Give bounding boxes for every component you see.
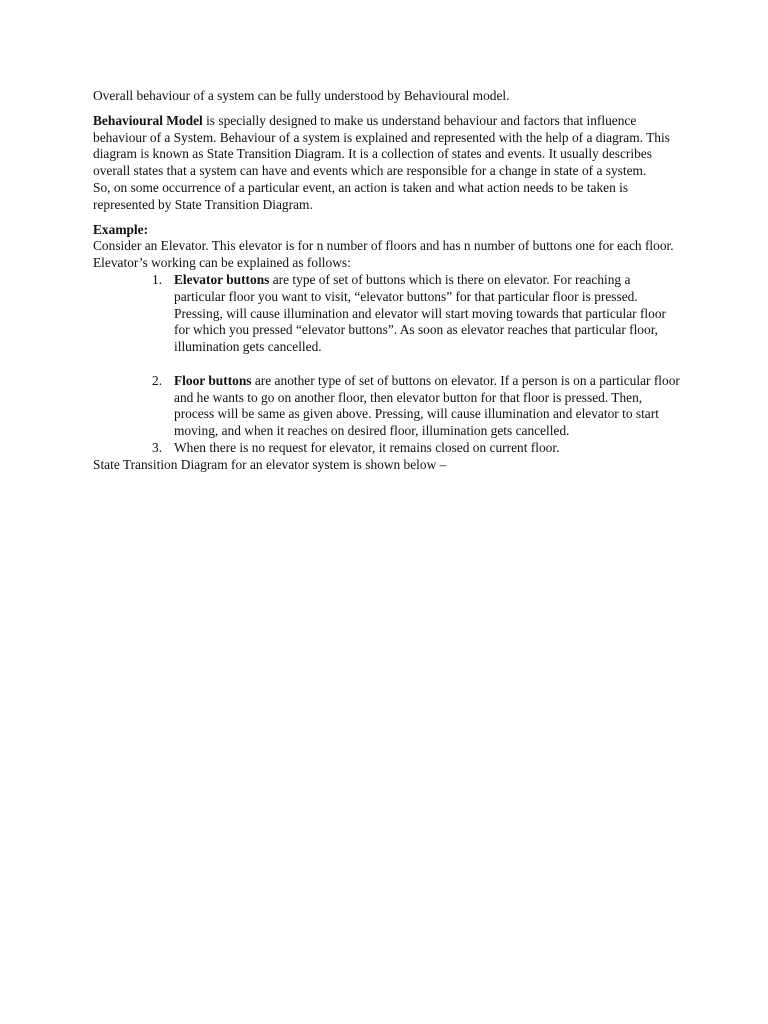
list-item	[93, 373, 683, 440]
elevator-list	[93, 272, 683, 457]
list-item-number: 1.	[152, 271, 163, 287]
definition-paragraph	[93, 113, 683, 180]
list-item-body	[174, 373, 683, 440]
definition-term: Behavioural Model	[93, 112, 203, 128]
list-item	[93, 440, 683, 457]
list-item-term: Floor buttons	[174, 372, 252, 388]
list-item-tail: illumination gets cancelled.	[174, 339, 322, 355]
definition-follow-up: So, on some occurrence of a particular event, an action is taken and what action needs to be taken is represented by State Transition Diagram.	[93, 179, 629, 212]
closing-paragraph: State Transition Diagram for an elevator system is shown below –	[93, 456, 447, 472]
list-item-number: 3.	[152, 439, 163, 455]
example-line-2: Elevator’s working can be explained as follows:	[93, 255, 351, 271]
definition-text: is specially designed to make us understand behaviour and factors that influence behaviour of a System. Behaviour of a system is explained and represented with the help of a diagram. This diagram is known as State Transition Diagram. It is a collection of states and events. It usually describes overall states that a system can have and events which are responsible for a change in state of a system.	[93, 112, 670, 179]
document-page	[93, 88, 683, 474]
list-item-term: Elevator buttons	[174, 271, 270, 287]
definition-section	[93, 113, 683, 214]
list-item	[93, 272, 683, 356]
list-item-text: are type of set of buttons which is there on elevator. For reaching a particular floor you want to visit, “elevator buttons” for that particular floor is pressed. Pressing, will cause illumination and elevator will start moving towards that particular floor for which you pressed “elevator buttons”. As soon as elevator reaches that particular floor,	[174, 271, 666, 338]
list-spacer	[93, 356, 683, 373]
list-item-text: are another type of set of buttons on elevator. If a person is on a particular floor and he wants to go on another floor, then elevator button for that floor is pressed. Then, process will be same as given above. Pressing, will cause illumination and elevator to start moving, and when it reaches on desired floor, illumination gets cancelled.	[174, 372, 680, 439]
example-section	[93, 222, 683, 474]
example-heading	[93, 222, 683, 239]
example-heading-text: Example:	[93, 221, 149, 237]
list-item-body: When there is no request for elevator, it remains closed on current floor.	[174, 439, 560, 455]
list-item-number: 2.	[152, 372, 163, 388]
list-item-body	[174, 272, 683, 339]
intro-paragraph: Overall behaviour of a system can be fully understood by Behavioural model.	[93, 88, 510, 103]
example-line-1: Consider an Elevator. This elevator is for n number of floors and has n number of buttons one for each floor.	[93, 238, 674, 254]
